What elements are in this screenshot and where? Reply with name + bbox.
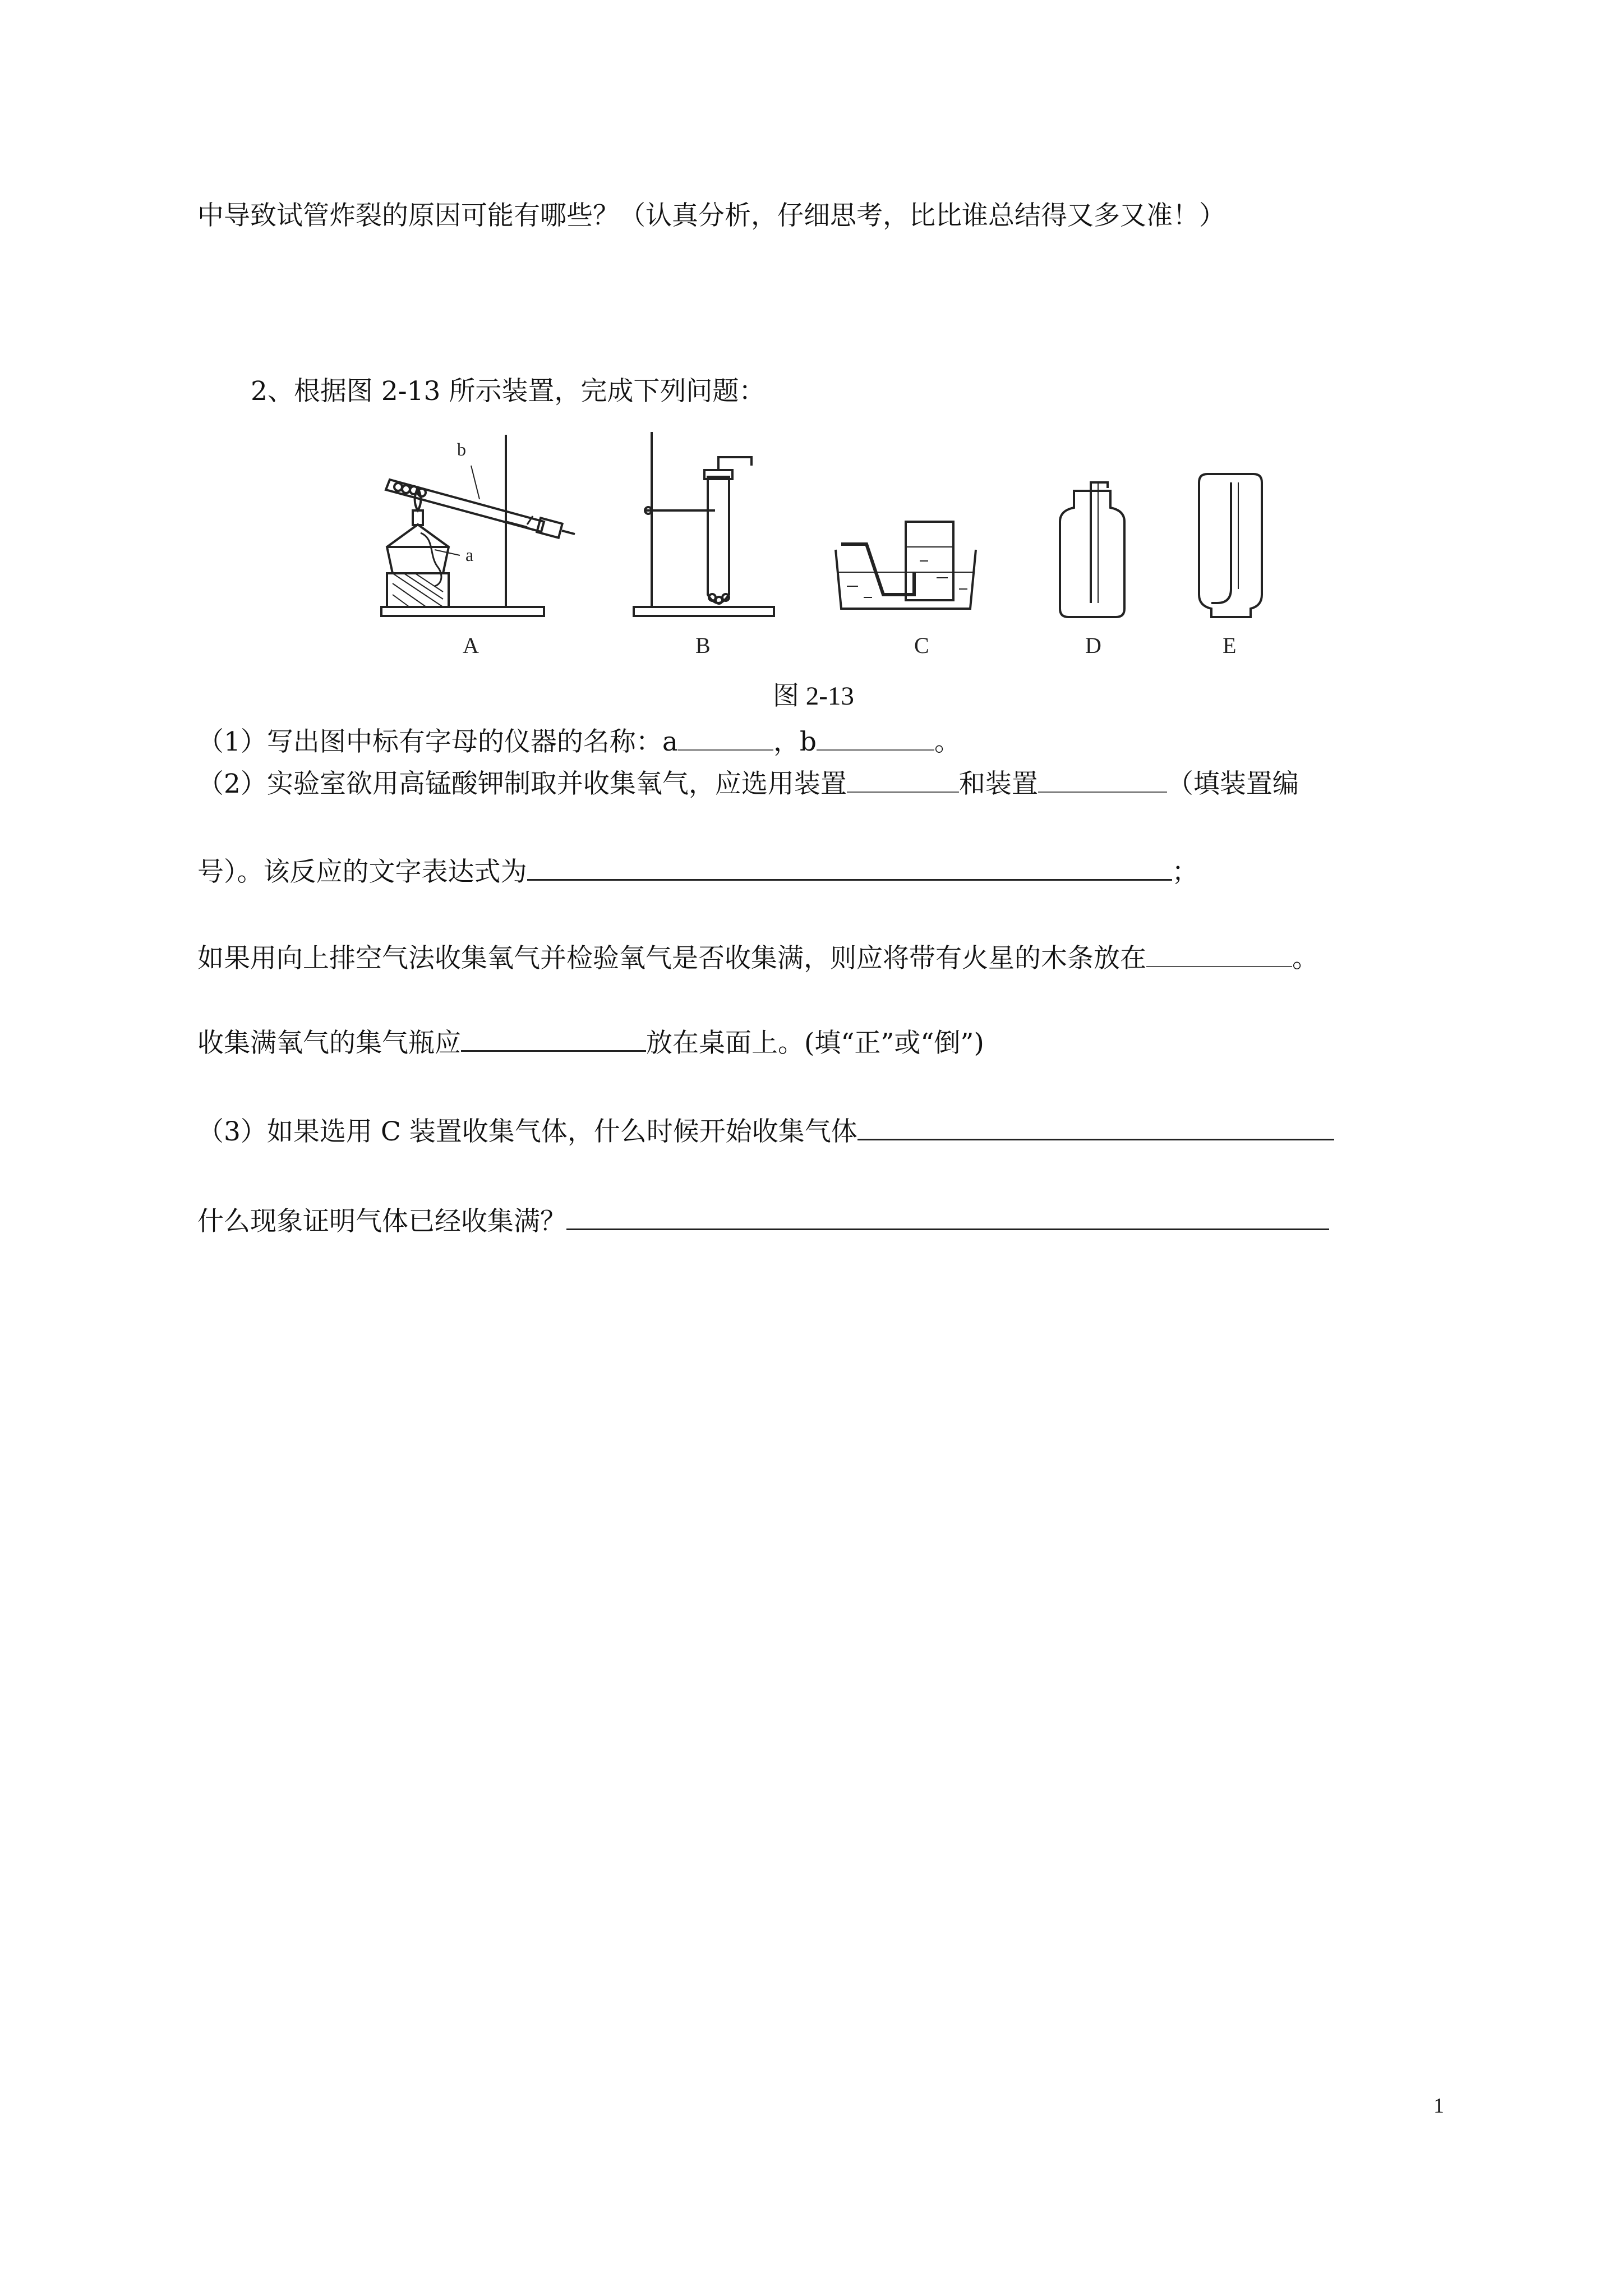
apparatus-b-drawing (634, 432, 774, 616)
question-2-part-2-line-4 (197, 1027, 984, 1060)
question-2-part-2-line-1 (197, 767, 1299, 801)
question-2-part-1 (197, 725, 961, 759)
answer-blank-equation[interactable] (527, 857, 1172, 881)
q2-line4-end: 放在桌面上。(填“正”或“倒”) (646, 1028, 984, 1059)
answer-blank-apparatus-1[interactable] (847, 769, 959, 793)
answer-blank-full-sign[interactable] (566, 1206, 1329, 1230)
q2-line3-end: 。 (1292, 943, 1318, 974)
answer-blank-b[interactable] (817, 727, 934, 751)
part-label-b: b (457, 439, 466, 459)
question-2-part-2-line-3 (197, 942, 1318, 976)
q3-line2: 什么现象证明气体已经收集满？ (197, 1206, 566, 1237)
part-label-a: a (465, 545, 474, 565)
apparatus-c-drawing (836, 522, 976, 609)
question-2-part-3-line-1 (197, 1115, 1334, 1149)
apparatus-d-drawing (1060, 482, 1124, 617)
q2-line2-prefix: 号）。该反应的文字表达式为 (197, 857, 527, 887)
label-b: B (695, 633, 711, 658)
q1-prefix: （1）写出图中标有字母的仪器的名称：a (197, 726, 678, 757)
q2-line2-end: ； (1172, 857, 1198, 887)
answer-blank-start-time[interactable] (857, 1116, 1334, 1140)
q2-end: （填装置编 (1166, 769, 1299, 799)
question-2-intro: 2、根据图 2-13 所示装置，完成下列问题： (251, 376, 766, 407)
question-2-part-3-line-2 (197, 1205, 1329, 1239)
apparatus-e-drawing (1199, 474, 1262, 617)
q3-prefix: （3）如果选用 C 装置收集气体，什么时候开始收集气体 (197, 1116, 857, 1147)
label-c: C (914, 633, 929, 658)
q1-end: 。 (934, 726, 961, 757)
label-d: D (1085, 633, 1101, 658)
apparatus-a-drawing (381, 435, 575, 616)
figure-caption: 图 2-13 (773, 682, 854, 711)
answer-blank-orientation[interactable] (461, 1028, 646, 1052)
q1-mid: ，b (773, 726, 817, 757)
label-a: A (463, 633, 479, 658)
q2-line4-prefix: 收集满氧气的集气瓶应 (197, 1028, 461, 1059)
label-e: E (1223, 633, 1237, 658)
apparatus-figure (359, 426, 1267, 662)
q2-prefix: （2）实验室欲用高锰酸钾制取并收集氧气，应选用装置 (197, 769, 847, 799)
answer-blank-apparatus-2[interactable] (1038, 769, 1167, 793)
page-number: 1 (1433, 2094, 1444, 2118)
q2-line3-prefix: 如果用向上排空气法收集氧气并检验氧气是否收集满，则应将带有火星的木条放在 (197, 943, 1146, 974)
answer-blank-position[interactable] (1146, 944, 1292, 967)
text-line-1: 中导致试管炸裂的原因可能有哪些？（认真分析，仔细思考，比比谁总结得又多又准！） (197, 200, 1225, 231)
question-2-part-2-line-2 (197, 855, 1198, 889)
answer-blank-a[interactable] (678, 727, 773, 751)
q2-mid: 和装置 (958, 769, 1038, 799)
